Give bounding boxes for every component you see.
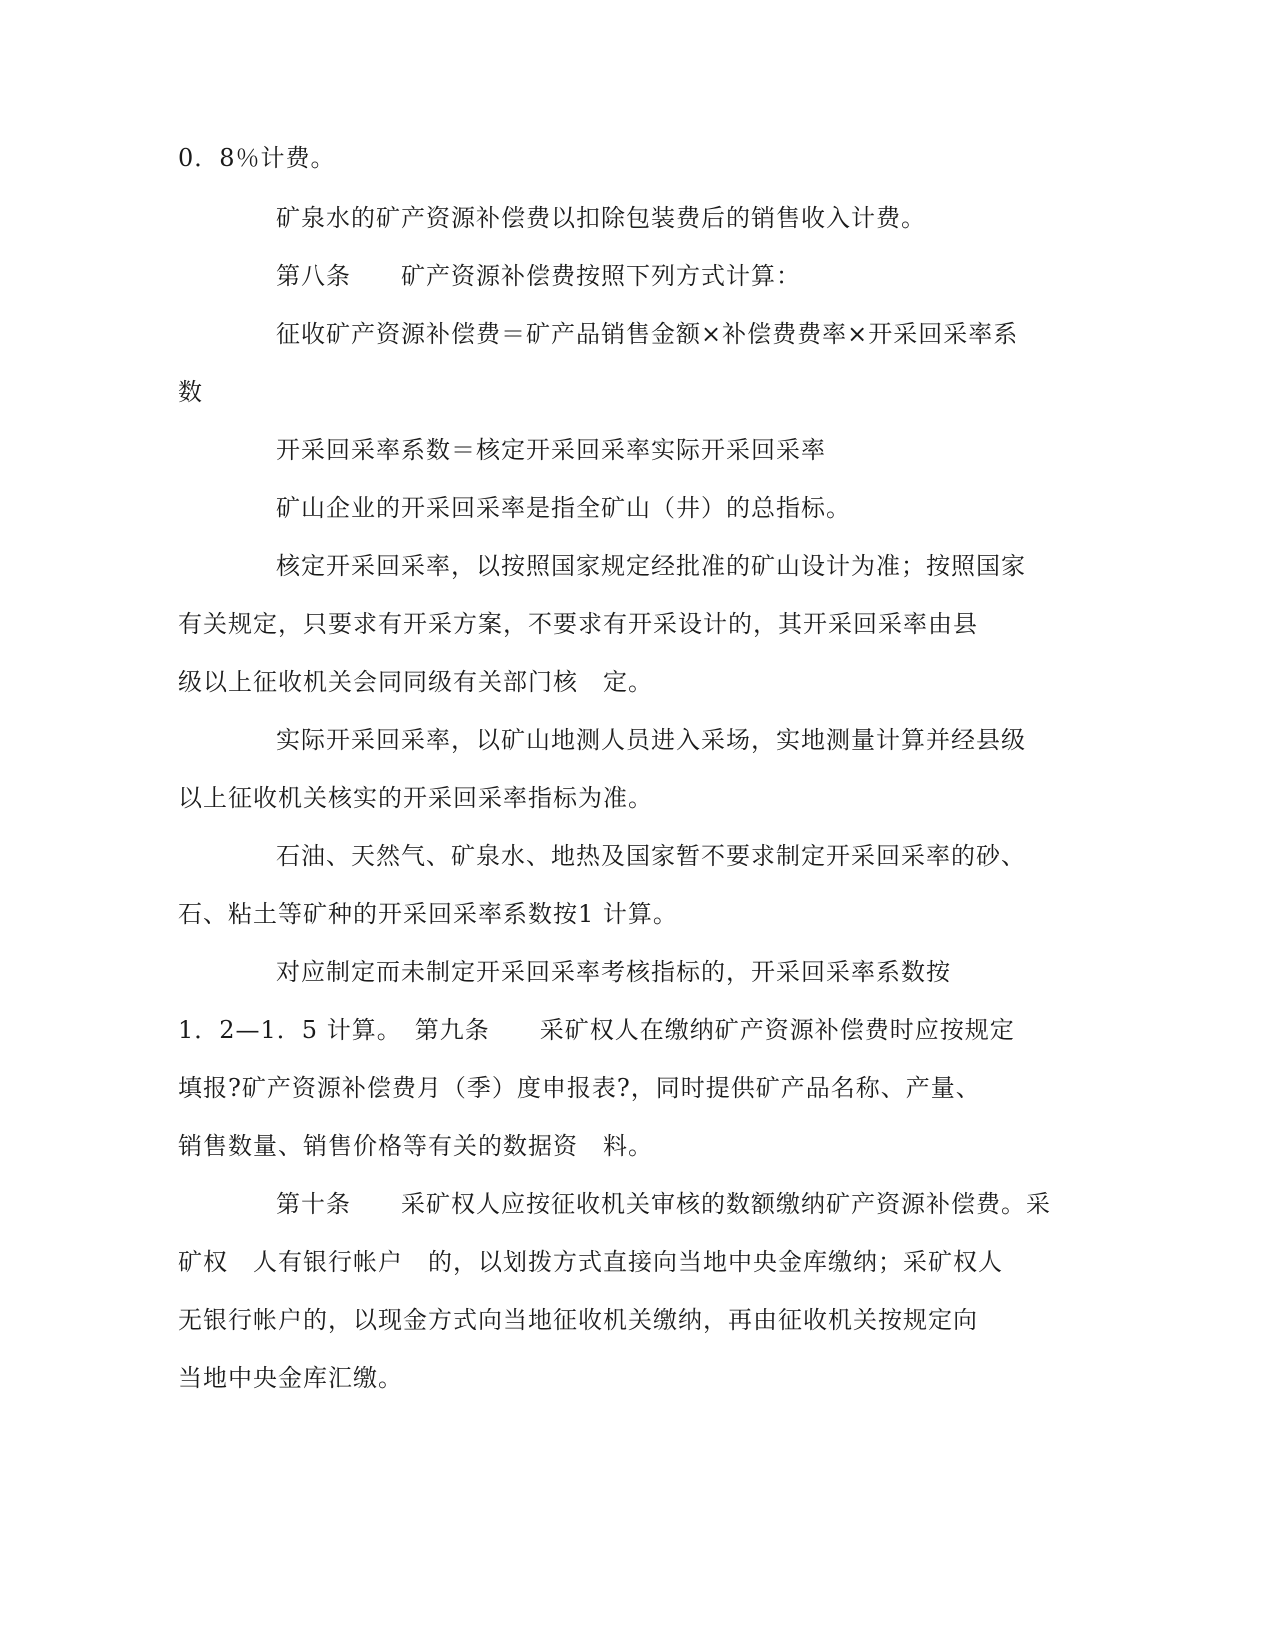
text-line: 1．2—1．5 计算。 第九条 采矿权人在缴纳矿产资源补偿费时应按规定 bbox=[178, 1016, 1015, 1044]
text-line: 销售数量、销售价格等有关的数据资 料。 bbox=[178, 1132, 653, 1160]
text-line: 级以上征收机关会同同级有关部门核 定。 bbox=[178, 668, 653, 696]
text-line: 当地中央金库汇缴。 bbox=[178, 1364, 403, 1392]
text-line: 有关规定，只要求有开采方案，不要求有开采设计的，其开采回采率由县 bbox=[178, 610, 978, 638]
text-line: 第八条 矿产资源补偿费按照下列方式计算： bbox=[276, 262, 801, 290]
text-line: 开采回采率系数＝核定开采回采率实际开采回采率 bbox=[276, 436, 826, 464]
text-line: 数 bbox=[178, 378, 203, 406]
text-line: 矿山企业的开采回采率是指全矿山（井）的总指标。 bbox=[276, 494, 851, 522]
text-line: 无银行帐户的，以现金方式向当地征收机关缴纳，再由征收机关按规定向 bbox=[178, 1306, 978, 1334]
text-line: 矿泉水的矿产资源补偿费以扣除包装费后的销售收入计费。 bbox=[276, 204, 926, 232]
text-line: 矿权 人有银行帐户 的，以划拨方式直接向当地中央金库缴纳；采矿权人 bbox=[178, 1248, 1003, 1276]
text-line: 核定开采回采率，以按照国家规定经批准的矿山设计为准；按照国家 bbox=[276, 552, 1026, 580]
text-line: 征收矿产资源补偿费＝矿产品销售金额×补偿费费率×开采回采率系 bbox=[276, 320, 1019, 348]
text-line: 填报?矿产资源补偿费月（季）度申报表?，同时提供矿产品名称、产量、 bbox=[178, 1074, 981, 1102]
text-line: 以上征收机关核实的开采回采率指标为准。 bbox=[178, 784, 653, 812]
text-line: 实际开采回采率，以矿山地测人员进入采场，实地测量计算并经县级 bbox=[276, 726, 1026, 754]
text-line: 0．8％计费。 bbox=[178, 144, 336, 172]
text-line: 对应制定而未制定开采回采率考核指标的，开采回采率系数按 bbox=[276, 958, 951, 986]
text-line: 石、粘土等矿种的开采回采率系数按1 计算。 bbox=[178, 900, 678, 928]
text-line: 第十条 采矿权人应按征收机关审核的数额缴纳矿产资源补偿费。采 bbox=[276, 1190, 1051, 1218]
text-line: 石油、天然气、矿泉水、地热及国家暂不要求制定开采回采率的砂、 bbox=[276, 842, 1026, 870]
